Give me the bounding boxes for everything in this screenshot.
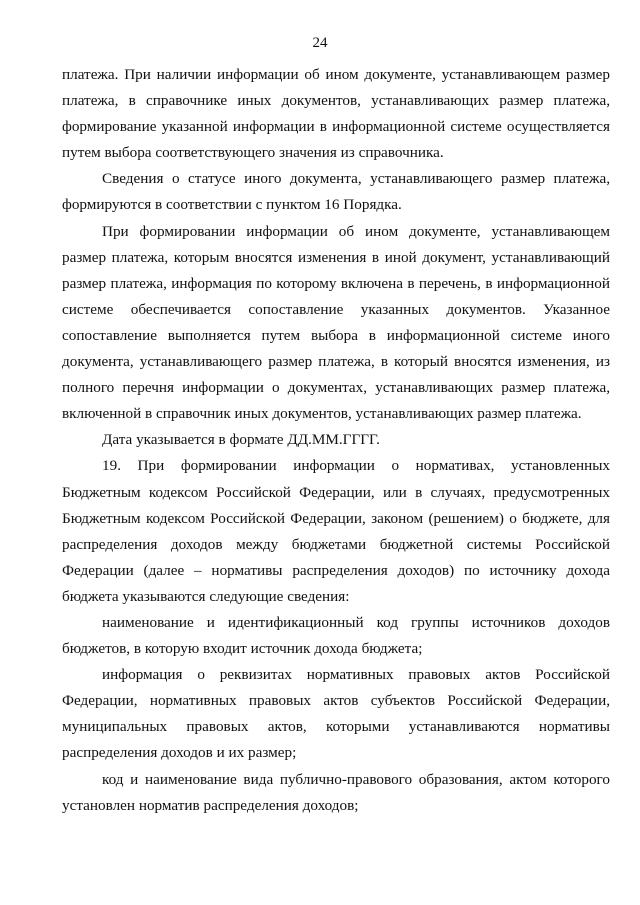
paragraph-item-19: 19. При формировании информации о нормативах, установленных Бюджетным кодексом Российской Федерации, или в случаях, предусмотренных Бюджетным кодексом Российской Федерации, законом (решением) о бюджете, для распределения доходов между бюджетами бюджетной системы Российской Федерации (далее – нормативы распределения доходов) по источнику дохода бюджета указываются следующие сведения: (62, 457, 610, 605)
paragraph-continuation: платежа. При наличии информации об ином документе, устанавливающем размер платежа, в справочнике иных документов, устанавливающих размер платежа, формирование указанной информации в информационной системе осуществляется путем выбора соответствующего значения из справочника. (62, 66, 610, 162)
page-number: 24 (312, 35, 328, 51)
document-body (62, 62, 610, 819)
paragraph-status-info: Сведения о статусе иного документа, устанавливающего размер платежа, формируются в соответствии с пунктом 16 Порядка. (62, 170, 610, 214)
paragraph-date-format: Дата указывается в формате ДД.ММ.ГГГГ. (102, 431, 380, 449)
paragraph-entity-code: код и наименование вида публично-правового образования, актом которого установлен норматив распределения доходов; (62, 770, 610, 814)
paragraph-document-changes: При формировании информации об ином документе, устанавливающем размер платежа, которым вносятся изменения в иной документ, устанавливающий размер платежа, информация по которому включена в перечень, в информационной системе обеспечивается сопоставление указанных документов. Указанное сопоставление выполняется путем выбора в информационной системе иного документа, устанавливающего размер платежа, в который вносятся изменения, из полного перечня информации о документах, устанавливающих размер платежа, включенной в справочник иных документов, устанавливающих размер платежа. (62, 222, 610, 423)
paragraph-legal-acts: информация о реквизитах нормативных правовых актов Российской Федерации, нормативных правовых актов субъектов Российской Федерации, муниципальных правовых актов, которыми устанавливаются нормативы распределения доходов и их размер; (62, 666, 610, 762)
paragraph-source-group: наименование и идентификационный код группы источников доходов бюджетов, в которую входит источник дохода бюджета; (62, 613, 610, 658)
